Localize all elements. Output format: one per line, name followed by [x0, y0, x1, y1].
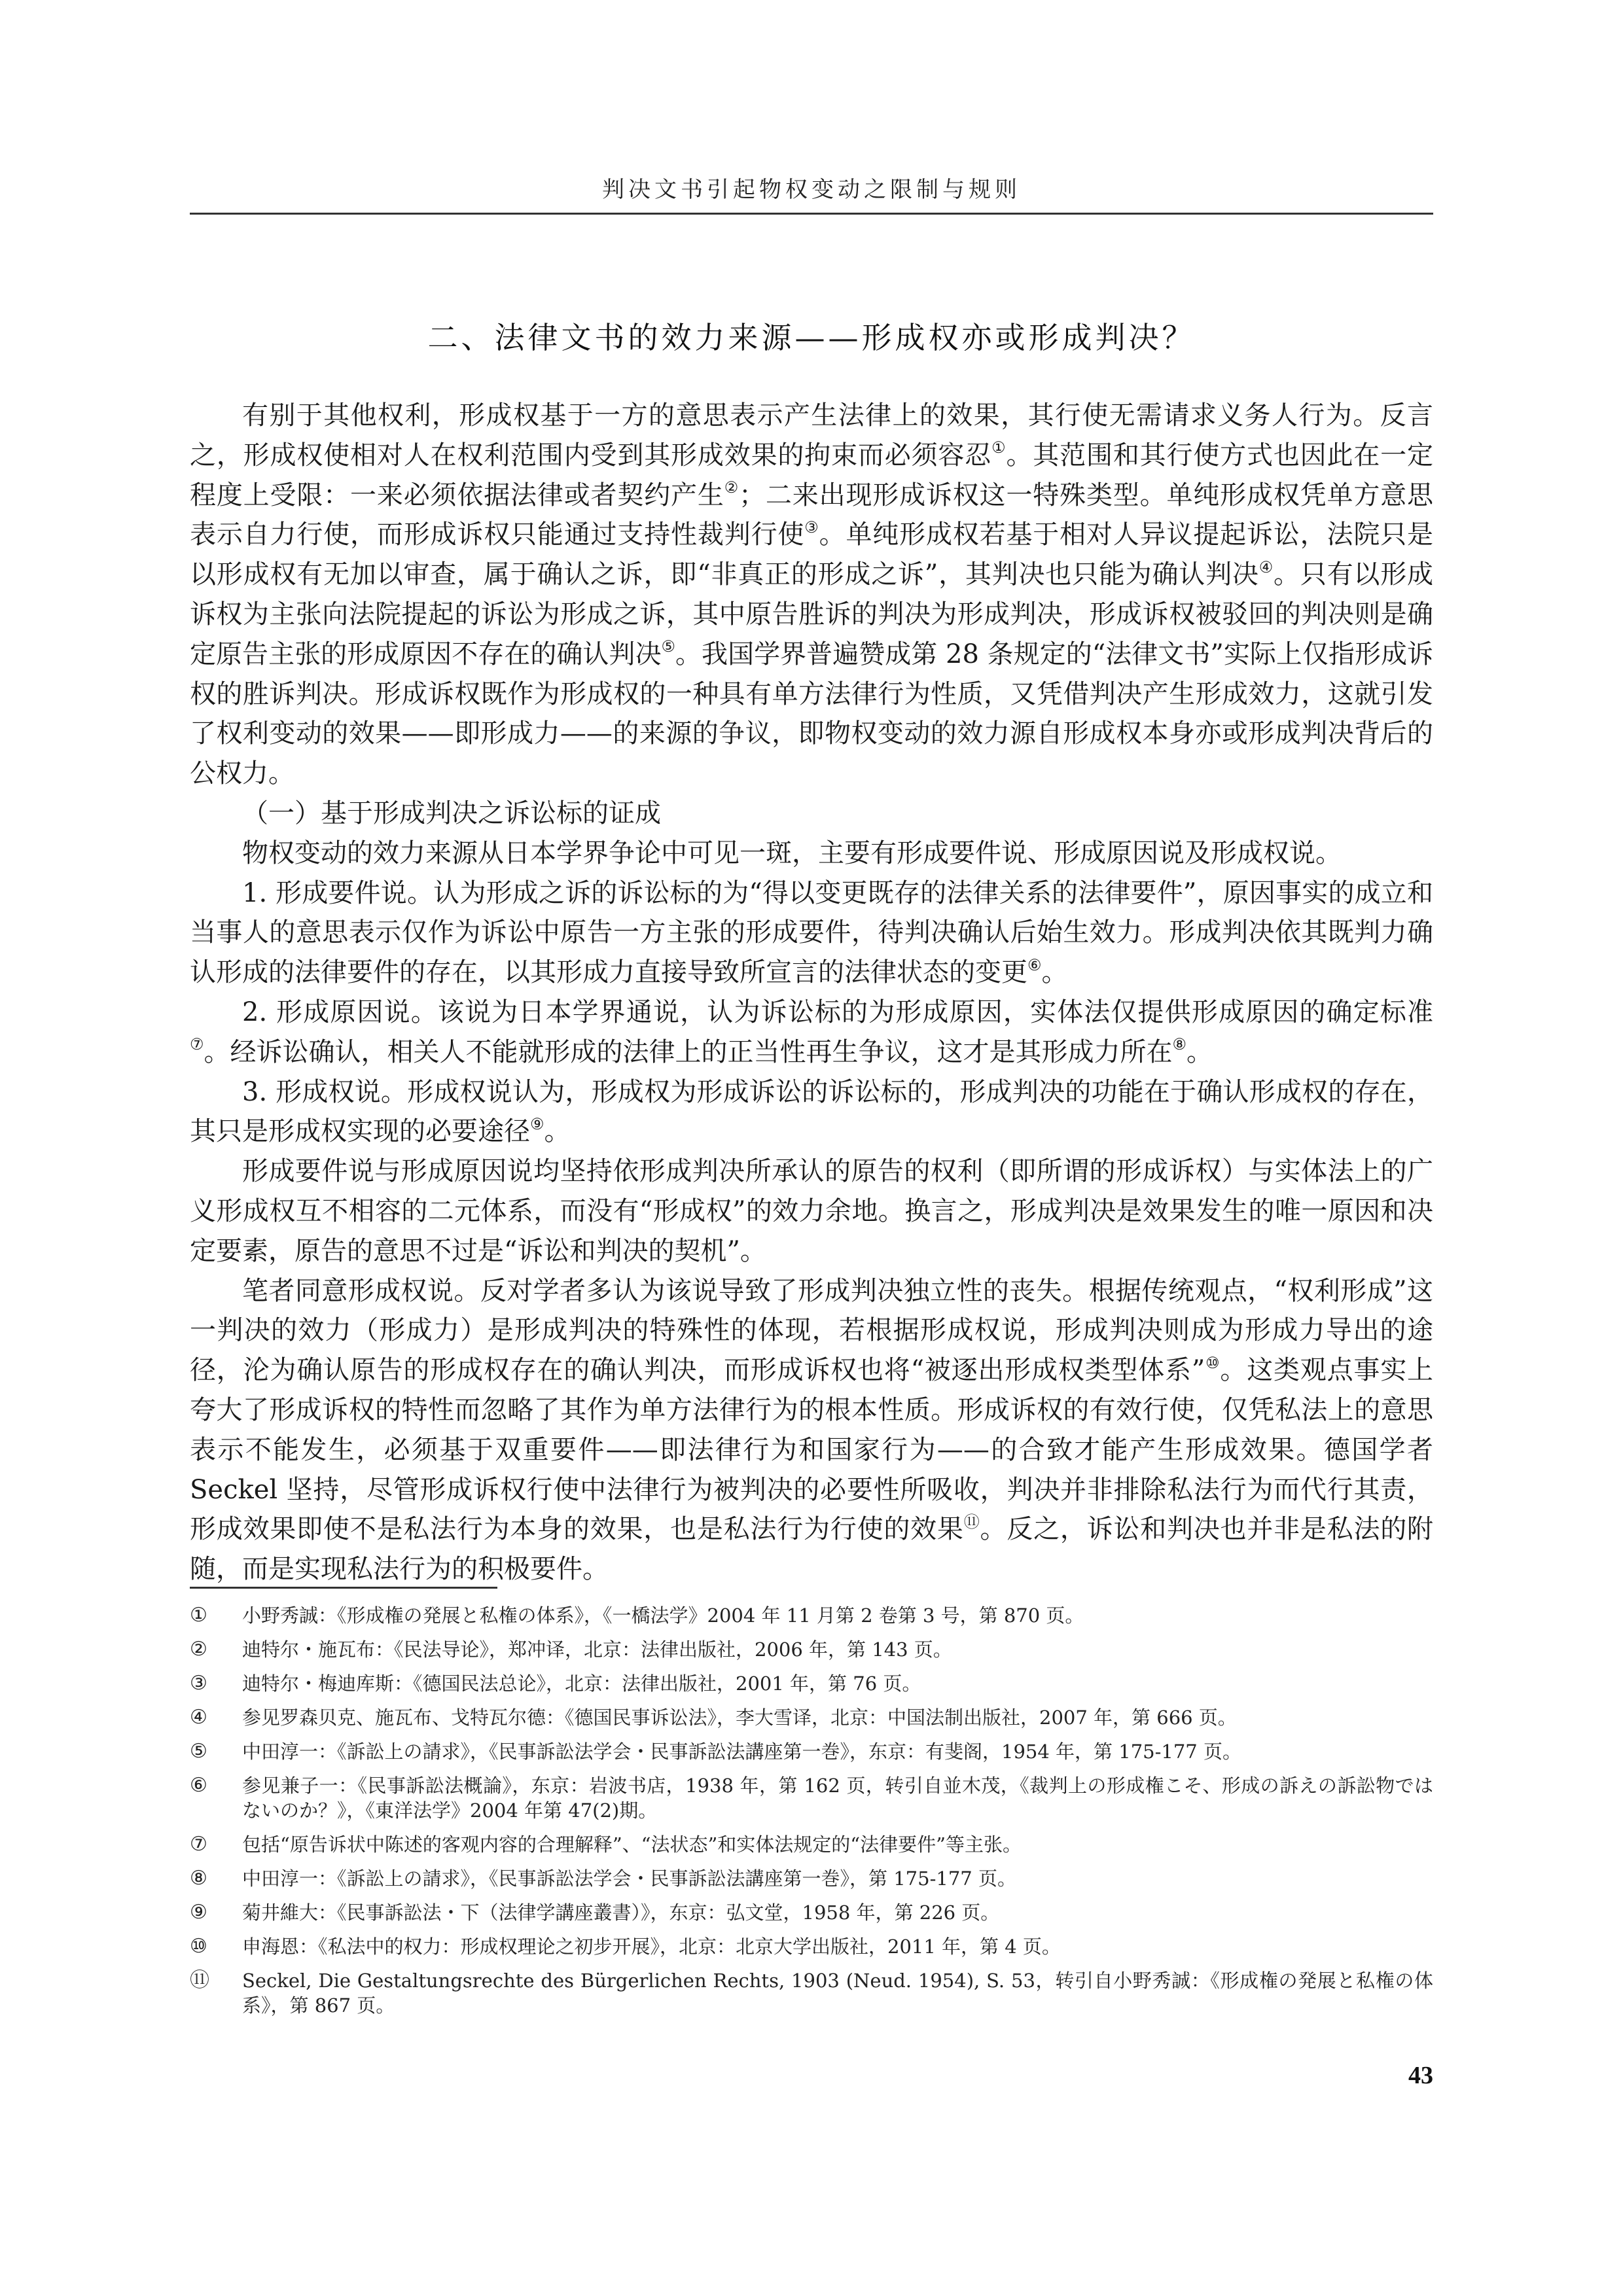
footnote-text: 中田淳一：《訴訟上の請求》，《民事訴訟法学会・民事訴訟法講座第一巻》，东京：有斐阁，1954 年，第 175-177 页。: [242, 1740, 1241, 1763]
footnote-text: Seckel, Die Gestaltungsrechte des Bürgerlichen Rechts, 1903 (Neud. 1954), S. 53，转引自小野秀誠：《形成権の発展と私権の体系》，第 867 页。: [242, 1969, 1433, 2017]
footnote: [190, 1705, 1433, 1730]
footnote: [190, 1637, 1433, 1662]
text-run: 。其范围和其行使方式也因此在一定程度上受限：一来必须依据法律或者契约产生: [190, 440, 1434, 510]
footnote-mark: ⑤: [190, 1740, 207, 1763]
text-run: 。: [1041, 957, 1068, 988]
text-run: 。单纯形成权若基于相对人异议提起诉讼，法院只是以形成权有无加以审查，属于确认之诉，即“非真正的形成之诉”，其判决也只能为确认判决: [190, 520, 1434, 590]
page-number: 43: [1408, 2062, 1433, 2089]
footnote-text: 参见罗森贝克、施瓦布、戈特瓦尔德：《德国民事诉讼法》，李大雪译，北京：中国法制出版社，2007 年，第 666 页。: [242, 1706, 1237, 1729]
footnote-ref[interactable]: ②: [724, 478, 740, 497]
subsection-heading: [190, 794, 1433, 834]
footnote-ref[interactable]: ①: [991, 438, 1007, 457]
text-run: 。只有以形成诉权为主张向法院提起的诉讼为形成之诉，其中原告胜诉的判决为形成判决，形成诉权被驳回的判决则是确定原告主张的形成原因不存在的确认判决: [190, 559, 1434, 669]
footnote-mark: ⑩: [190, 1935, 207, 1958]
footnote-ref[interactable]: ⑤: [661, 637, 676, 656]
body-text: [190, 396, 1433, 1589]
text-run: 形成要件说与形成原因说均坚持依形成判决所承认的原告的权利（即所谓的形成诉权）与实体法上的广义形成权互不相容的二元体系，而没有“形成权”的效力余地。换言之，形成判决是效果发生的唯一原因和决定要素，原告的意思不过是“诉讼和判决的契机”。: [190, 1156, 1433, 1266]
footnote-mark: ⑪: [190, 1969, 209, 1992]
text-run: 3. 形成权说。形成权说认为，形成权为形成诉讼的诉讼标的，形成判决的功能在于确认形成权的存在，其只是形成权实现的必要途径: [190, 1076, 1433, 1147]
body-paragraph: [190, 874, 1433, 993]
footnote-ref[interactable]: ④: [1258, 557, 1274, 576]
text-run: 2. 形成原因说。该说为日本学界通说，认为诉讼标的为形成原因，实体法仅提供形成原因的确定标准: [242, 997, 1433, 1027]
footnote-text: 菊井維大：《民事訴訟法・下（法律学講座叢書）》，东京：弘文堂，1958 年，第 226 页。: [242, 1901, 1000, 1924]
footnote-separator: [190, 1587, 497, 1589]
footnote-text: 中田淳一：《訴訟上の請求》，《民事訴訟法学会・民事訴訟法講座第一巻》，第 175-177 页。: [242, 1867, 1016, 1890]
footnote-mark: ⑦: [190, 1833, 207, 1856]
running-head: 判决文书引起物权变动之限制与规则: [602, 177, 1021, 203]
footnote-text: 包括“原告诉状中陈述的客观内容的合理解释”、“法状态”和实体法规定的“法律要件”等主张。: [242, 1833, 1022, 1856]
text-run: 。我国学界普遍赞成第 28 条规定的“法律文书”实际上仅指形成诉权的胜诉判决。形成诉权既作为形成权的一种具有单方法律行为性质，又凭借判决产生形成效力，这就引发了权利变动的效果——即形成力——的来源的争议，即物权变动的效力源自形成权本身亦或形成判决背后的公权力。: [190, 639, 1433, 789]
footnote-mark: ③: [190, 1672, 207, 1695]
footnote: [190, 1900, 1433, 1925]
footnote-text: 申海恩：《私法中的权力：形成权理论之初步开展》，北京：北京大学出版社，2011 年，第 4 页。: [242, 1935, 1061, 1958]
text-run: 。: [544, 1116, 571, 1147]
footnote-text: 参见兼子一：《民事訴訟法概論》，东京：岩波书店，1938 年，第 162 页，转引自並木茂，《裁判上の形成権こそ、形成の訴えの訴訟物ではないのか？》，《東洋法学》2004 年第 47(2)期。: [242, 1775, 1433, 1822]
footnote-mark: ⑥: [190, 1774, 207, 1797]
text-run: 。这类观点事实上夸大了形成诉权的特性而忽略了其作为单方法律行为的根本性质。形成诉权的有效行使，仅凭私法上的意思表示不能发生，必须基于双重要件——即法律行为和国家行为——的合致才能产生形成效果。德国学者 Seckel 坚持，尽管形成诉权行使中法律行为被判决的必要性所吸收，判决并非排除私法行为而代行其责，形成效果即使不是私法行为本身的效果，也是私法行为行使的效果: [190, 1355, 1434, 1545]
body-paragraph: [190, 993, 1433, 1072]
footnote: [190, 1866, 1433, 1891]
footnote-mark: ②: [190, 1638, 207, 1661]
footnote-ref[interactable]: ⑦: [190, 1035, 204, 1054]
footnotes: [190, 1603, 1433, 2027]
footnote-mark: ①: [190, 1604, 207, 1627]
footnote-mark: ⑨: [190, 1901, 207, 1924]
footnote: [190, 1773, 1433, 1823]
footnote-ref[interactable]: ⑨: [530, 1115, 544, 1134]
footnote-ref[interactable]: ③: [804, 518, 819, 537]
text-run: 有别于其他权利，形成权基于一方的意思表示产生法律上的效果，其行使无需请求义务人行为。反言之，形成权使相对人在权利范围内受到其形成效果的拘束而必须容忍: [190, 400, 1433, 470]
footnote: [190, 1739, 1433, 1764]
footnote-text: 小野秀誠：《形成権の発展と私権の体系》，《一橋法学》2004 年 11 月第 2 卷第 3 号，第 870 页。: [242, 1604, 1084, 1627]
footnote-text: 迪特尔・梅迪库斯：《德国民法总论》，北京：法律出版社，2001 年，第 76 页。: [242, 1672, 921, 1695]
footnote-mark: ⑧: [190, 1867, 207, 1890]
body-paragraph: [190, 1072, 1433, 1152]
footnote-ref[interactable]: ⑧: [1172, 1035, 1187, 1054]
body-paragraph: [190, 396, 1433, 794]
section-title: 二、法律文书的效力来源——形成权亦或形成判决？: [427, 320, 1196, 355]
body-paragraph: [190, 1271, 1433, 1589]
text-run: 。反之，诉讼和判决也并非是私法的附随，而是实现私法行为的积极要件。: [190, 1514, 1434, 1585]
footnote: [190, 1603, 1433, 1628]
text-run: ；二来出现形成诉权这一特殊类型。单纯形成权凭单方意思表示自力行使，而形成诉权只能通过支持性裁判行使: [190, 480, 1434, 550]
text-run: 1. 形成要件说。认为形成之诉的诉讼标的为“得以变更既存的法律关系的法律要件”，原因事实的成立和当事人的意思表示仅作为诉讼中原告一方主张的形成要件，待判决确认后始生效力。形成判决依其既判力确认形成的法律要件的存在，以其形成力直接导致所宣言的法律状态的变更: [190, 877, 1433, 988]
text-run: 物权变动的效力来源从日本学界争论中可见一斑，主要有形成要件说、形成原因说及形成权说。: [242, 838, 1342, 868]
footnote-ref[interactable]: ⑪: [963, 1512, 980, 1531]
footnote-text: 迪特尔・施瓦布：《民法导论》，郑冲译，北京：法律出版社，2006 年，第 143 页。: [242, 1638, 952, 1661]
text-run: （一）基于形成判决之诉讼标的证成: [242, 798, 661, 828]
footnote-ref[interactable]: ⑩: [1205, 1353, 1221, 1372]
text-run: 笔者同意形成权说。反对学者多认为该说导致了形成判决独立性的丧失。根据传统观点，“权利形成”这一判决的效力（形成力）是形成判决的特殊性的体现，若根据形成权说，形成判决则成为形成力导出的途径，沦为确认原告的形成权存在的确认判决，而形成诉权也将“被逐出形成权类型体系”: [190, 1275, 1433, 1386]
footnote: [190, 1968, 1433, 2018]
footnote: [190, 1832, 1433, 1857]
body-paragraph: [190, 834, 1433, 874]
text-run: 。经诉讼确认，相关人不能就形成的法律上的正当性再生争议，这才是其形成力所在: [204, 1036, 1173, 1067]
footnote-mark: ④: [190, 1706, 207, 1729]
footnote: [190, 1671, 1433, 1696]
body-paragraph: [190, 1152, 1433, 1271]
footnote-ref[interactable]: ⑥: [1027, 955, 1042, 974]
text-run: 。: [1186, 1036, 1213, 1067]
header-rule: [190, 213, 1433, 215]
footnote: [190, 1934, 1433, 1959]
